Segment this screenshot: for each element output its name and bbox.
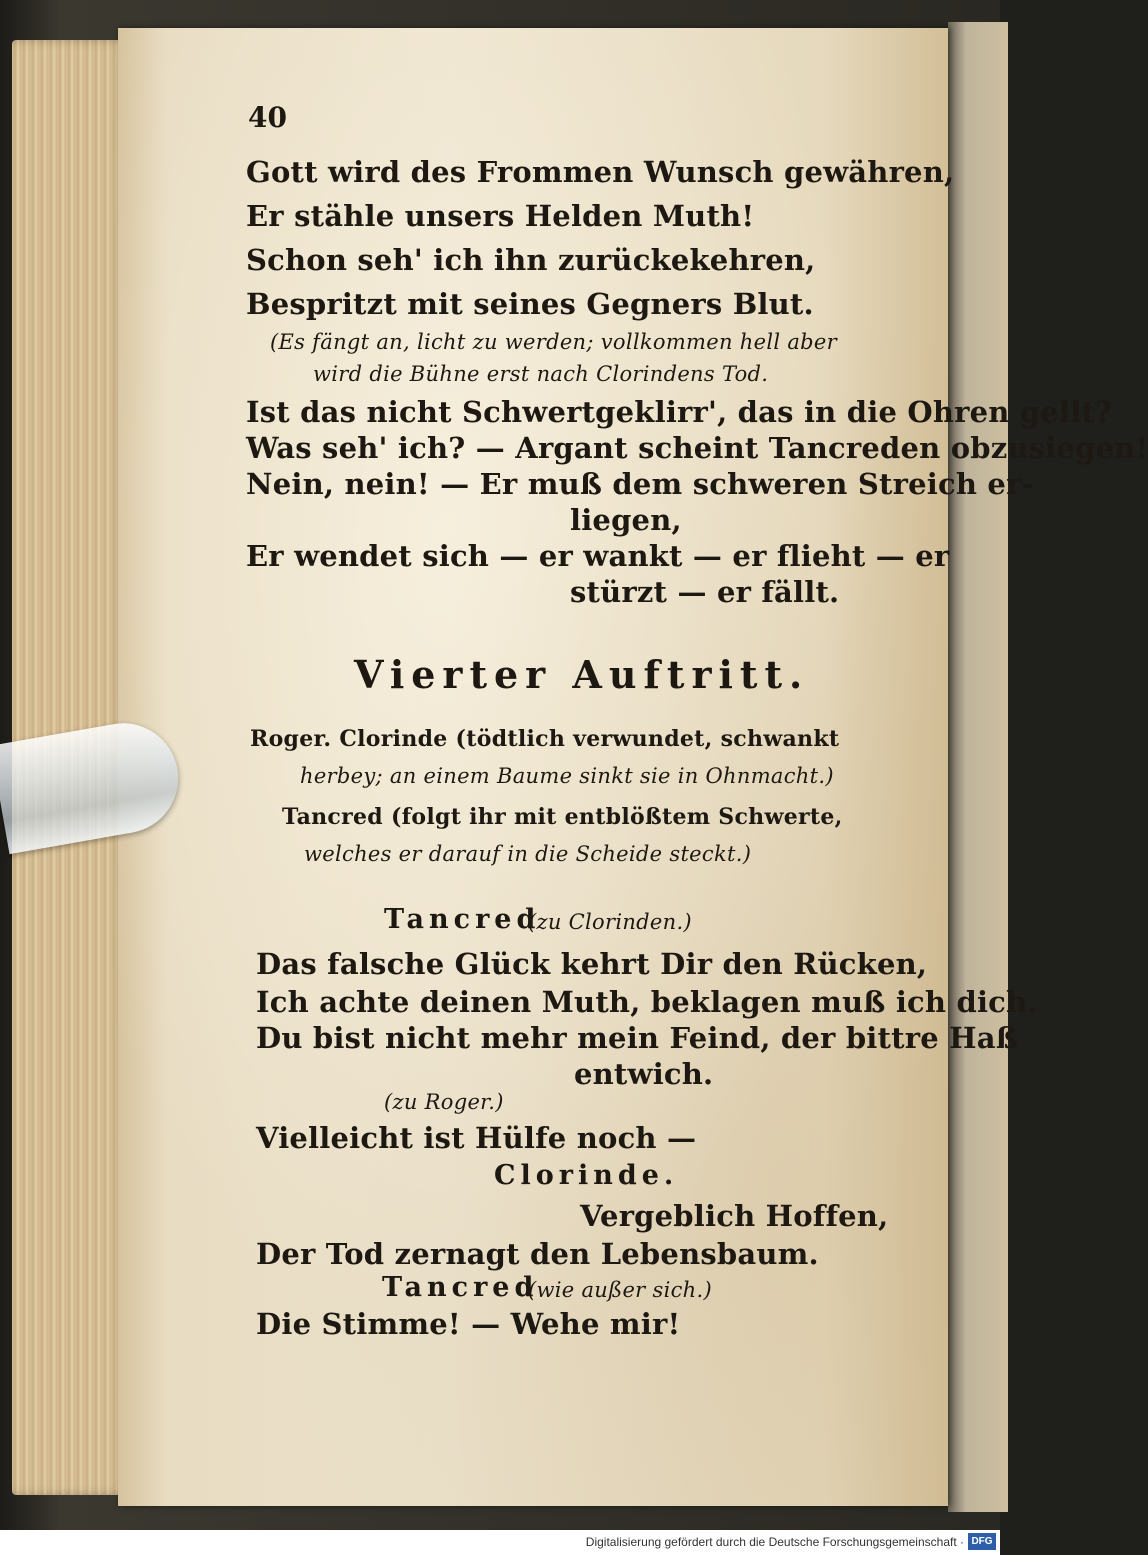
verse-line: Er wendet sich — er wankt — er flieht — er: [246, 539, 950, 573]
verse-line: Gott wird des Frommen Wunsch gewähren,: [246, 155, 955, 189]
verse-line: Er stähle unsers Helden Muth!: [246, 199, 755, 233]
scene-description: welches er darauf in die Scheide steckt.): [304, 842, 752, 866]
verse-line: Der Tod zernagt den Lebensbaum.: [256, 1237, 819, 1271]
stage-direction: wird die Bühne erst nach Clorindens Tod.: [313, 362, 769, 386]
speaker-direction: (zu Clorinden.): [528, 910, 692, 934]
scene-description: Roger. Clorinde (tödtlich verwundet, schwankt: [250, 726, 840, 752]
stage-direction: (zu Roger.): [384, 1090, 504, 1114]
adjacent-page-edge: [948, 22, 1008, 1512]
verse-line: stürzt — er fällt.: [570, 575, 840, 609]
verse-line: Ist das nicht Schwertgeklirr', das in die Ohren gellt?: [246, 395, 1113, 429]
book-page: [118, 28, 1148, 1506]
scene-description: herbey; an einem Baume sinkt sie in Ohnmacht.): [300, 764, 834, 788]
verse-line: Ich achte deinen Muth, beklagen muß ich dich.: [256, 985, 1038, 1019]
verse-line: Die Stimme! — Wehe mir!: [256, 1307, 681, 1341]
verse-line: Vergeblich Hoffen,: [580, 1199, 889, 1233]
scene-heading: Vierter Auftritt.: [354, 652, 810, 697]
scene-description: Tancred (folgt ihr mit entblößtem Schwerte,: [282, 804, 843, 830]
speaker-name: Clorinde.: [494, 1160, 679, 1191]
verse-line: Nein, nein! — Er muß dem schweren Streich er-: [246, 467, 1034, 501]
page-number: 40: [248, 101, 287, 134]
stage-direction: (Es fängt an, licht zu werden; vollkommen hell aber: [270, 330, 837, 354]
verse-line: Du bist nicht mehr mein Feind, der bittre Haß: [256, 1021, 1018, 1055]
verse-line: Das falsche Glück kehrt Dir den Rücken,: [256, 947, 928, 981]
speaker-direction: (wie außer sich.): [528, 1278, 712, 1302]
speaker-name: Tancred: [382, 1272, 539, 1303]
speaker-name: Tancred: [384, 904, 541, 935]
verse-line: Was seh' ich? — Argant scheint Tancreden obzusiegen!: [246, 431, 1148, 465]
dfg-logo: DFG: [968, 1533, 996, 1550]
verse-line: Bespritzt mit seines Gegners Blut.: [246, 287, 814, 321]
footer-credit: Digitalisierung gefördert durch die Deutsche Forschungsgemeinschaft ·: [585, 1535, 964, 1549]
verse-line: Vielleicht ist Hülfe noch —: [256, 1121, 697, 1155]
verse-line: entwich.: [574, 1057, 714, 1091]
verse-line: Schon seh' ich ihn zurückekehren,: [246, 243, 816, 277]
verse-line: liegen,: [570, 503, 682, 537]
